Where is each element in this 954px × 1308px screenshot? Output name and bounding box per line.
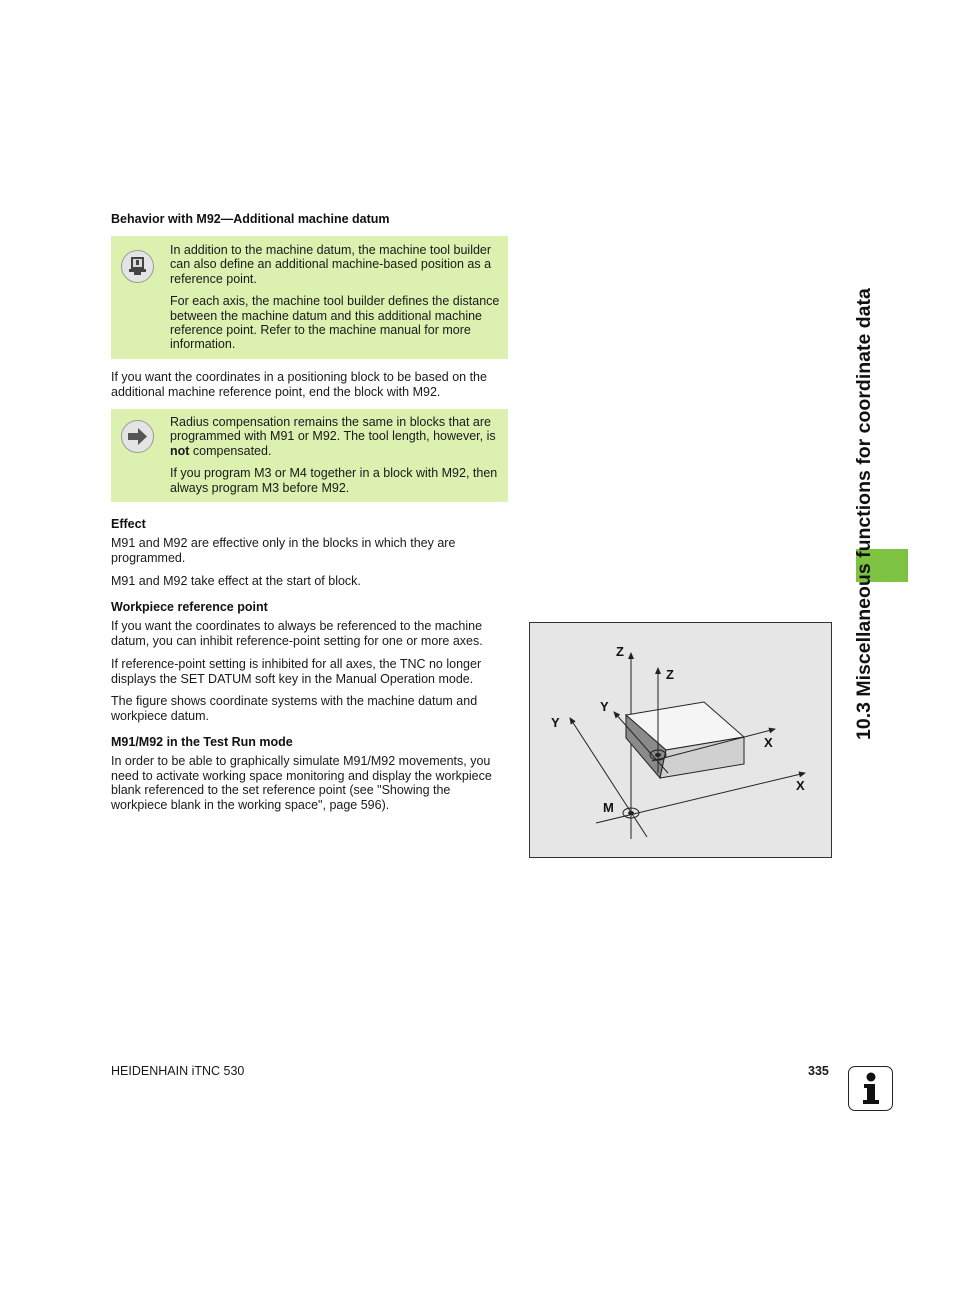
footer-product-name: HEIDENHAIN iTNC 530 [111, 1064, 245, 1078]
label-y-machine: Y [551, 715, 560, 730]
arrow-right-icon [121, 420, 154, 453]
effect-heading: Effect [111, 517, 146, 531]
label-y-workpiece: Y [600, 699, 609, 714]
page-number: 335 [808, 1064, 829, 1078]
machine-x-axis [596, 773, 805, 823]
note-text: compensated. [189, 443, 272, 458]
note-paragraph: For each axis, the machine tool builder defines the distance between the machine datum and this additional machine reference point. Refer to the machine manual for more information. [170, 294, 500, 352]
compensation-note-box [111, 409, 508, 502]
section-heading-m92: Behavior with M92—Additional machine datum [111, 212, 390, 226]
body-paragraph: The figure shows coordinate systems with the machine datum and workpiece datum. [111, 694, 478, 723]
testrun-heading: M91/M92 in the Test Run mode [111, 735, 293, 749]
side-chapter-title: 10.3 Miscellaneous functions for coordinate data [853, 288, 875, 740]
note-paragraph: In addition to the machine datum, the machine tool builder can also define an additional machine-based position as a reference point. [170, 243, 492, 286]
note-paragraph: If you program M3 or M4 together in a block with M92, then always program M3 before M92. [170, 466, 498, 495]
body-paragraph: If reference-point setting is inhibited for all axes, the TNC no longer displays the SET DATUM soft key in the Manual Operation mode. [111, 657, 482, 686]
body-paragraph: M91 and M92 are effective only in the blocks in which they are programmed. [111, 536, 456, 565]
coordinate-systems-figure [529, 622, 832, 858]
label-z-machine: Z [616, 644, 624, 659]
note-paragraph [170, 415, 502, 458]
body-paragraph: In order to be able to graphically simulate M91/M92 movements, you need to activate working space monitoring and display the workpiece blank referenced to the set reference point (see "Showing the workpiece blank in the working space", page 596). [111, 754, 492, 812]
body-paragraph: If you want the coordinates to always be referenced to the machine datum, you can inhibit reference-point setting for one or more axes. [111, 619, 483, 648]
label-m: M [603, 800, 614, 815]
label-x-machine: X [796, 778, 805, 793]
machine-note-box [111, 236, 508, 359]
body-paragraph: If you want the coordinates in a positioning block to be based on the additional machine reference point, end the block with M92. [111, 370, 487, 399]
label-x-workpiece: X [764, 735, 773, 750]
label-z-workpiece: Z [666, 667, 674, 682]
note-text: Radius compensation remains the same in blocks that are programmed with M91 or M92. The tool length, however, is [170, 415, 496, 444]
info-icon [848, 1066, 893, 1111]
note-bold-text: not [170, 443, 190, 458]
workpiece-heading: Workpiece reference point [111, 600, 268, 614]
body-paragraph: M91 and M92 take effect at the start of block. [111, 574, 361, 588]
machine-tool-icon [121, 250, 154, 283]
